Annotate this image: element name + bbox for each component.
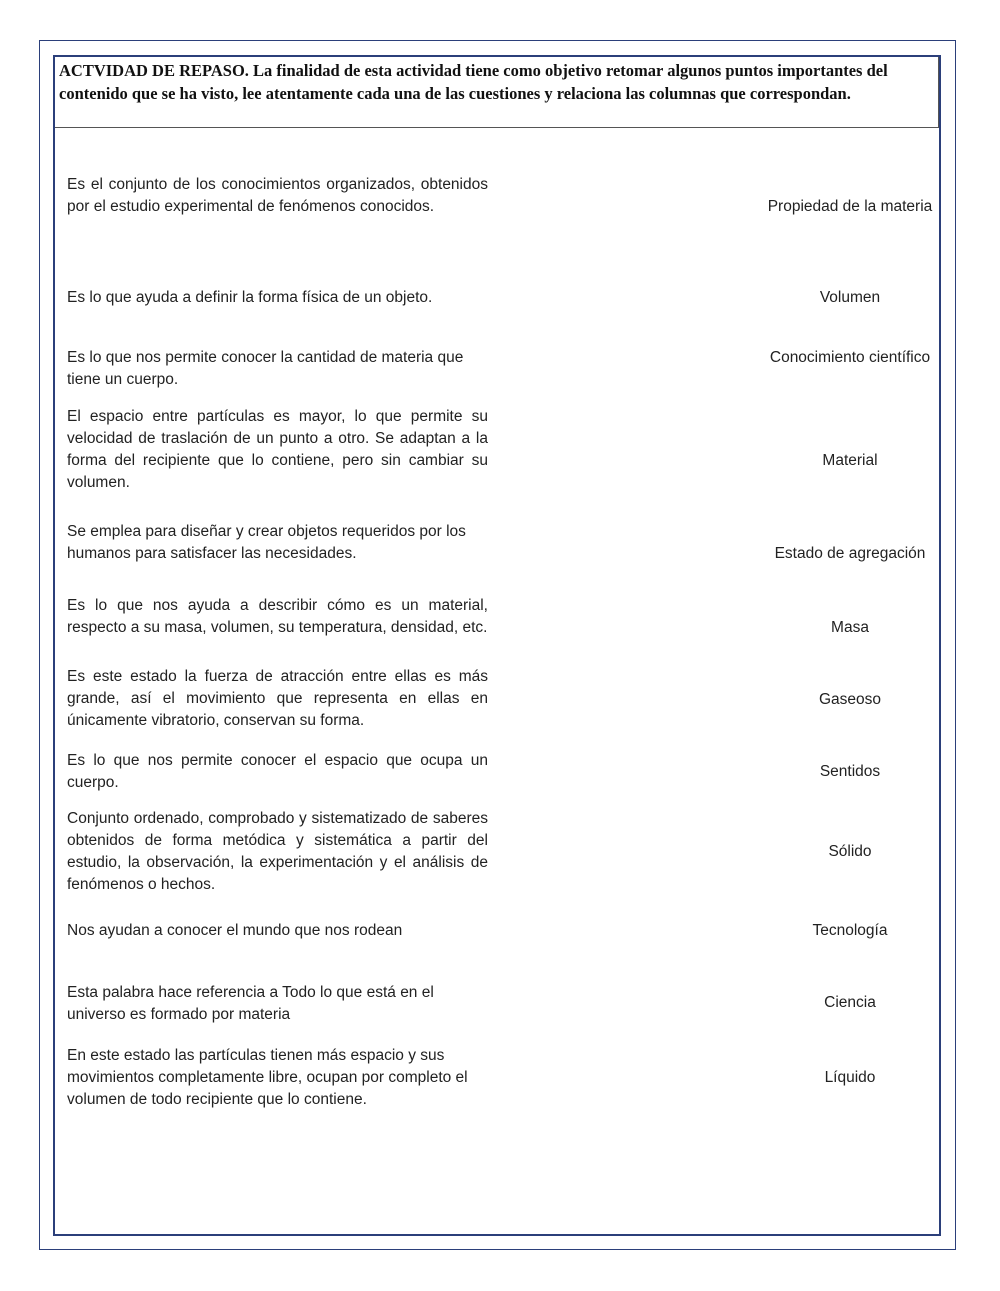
question-8: Es lo que nos permite conocer el espacio que ocupa un cuerpo.: [67, 752, 488, 791]
question-12: En este estado las partículas tienen más espacio y sus movimientos completamente libre, ocupan por completo el volumen de todo recipiente que lo contiene.: [67, 1047, 468, 1108]
question-11: Esta palabra hace referencia a Todo lo que está en el universo es formado por materia: [67, 984, 434, 1023]
answer-12: Líquido: [824, 1069, 876, 1086]
instructions-text: ACTVIDAD DE REPASO. La finalidad de esta actividad tiene como objetivo retomar algunos puntos importantes del contenido que se ha visto, lee atentamente cada una de las cuestiones y relaciona las columnas que correspondan.: [59, 61, 888, 103]
question-3: Es lo que nos permite conocer la cantidad de materia que tiene un cuerpo.: [67, 349, 464, 388]
answer-6: Masa: [831, 619, 869, 636]
answer-4: Material: [822, 452, 878, 469]
question-4: El espacio entre partículas es mayor, lo que permite su velocidad de traslación de un punto a otro. Se adaptan a la forma del recipiente que lo contiene, pero sin cambiar su volumen.: [67, 408, 488, 491]
answer-1: Propiedad de la materia: [767, 198, 933, 215]
question-5: Se emplea para diseñar y crear objetos requeridos por los humanos para satisfacer las necesidades.: [67, 523, 466, 562]
answer-2: Volumen: [819, 289, 881, 306]
question-2: Es lo que ayuda a definir la forma física de un objeto.: [67, 289, 433, 306]
question-10: Nos ayudan a conocer el mundo que nos rodean: [67, 922, 403, 939]
answer-5: Estado de agregación: [774, 545, 926, 562]
question-9: Conjunto ordenado, comprobado y sistematizado de saberes obtenidos de forma metódica y sistemática a partir del estudio, la observación, la experimentación y el análisis de fenómenos o hechos.: [67, 810, 488, 893]
question-7: Es este estado la fuerza de atracción entre ellas es más grande, así el movimiento que representa en ellas en únicamente vibratorio, conservan su forma.: [67, 668, 488, 729]
answer-9: Sólido: [828, 843, 872, 860]
question-6: Es lo que nos ayuda a describir cómo es un material, respecto a su masa, volumen, su temperatura, densidad, etc.: [67, 597, 488, 636]
answer-10: Tecnología: [812, 922, 888, 939]
answer-8: Sentidos: [819, 763, 881, 780]
answer-3: Conocimiento científico: [769, 349, 931, 366]
answer-11: Ciencia: [824, 994, 876, 1011]
question-1: Es el conjunto de los conocimientos organizados, obtenidos por el estudio experimental de fenómenos conocidos.: [67, 176, 488, 215]
answer-7: Gaseoso: [818, 691, 882, 708]
